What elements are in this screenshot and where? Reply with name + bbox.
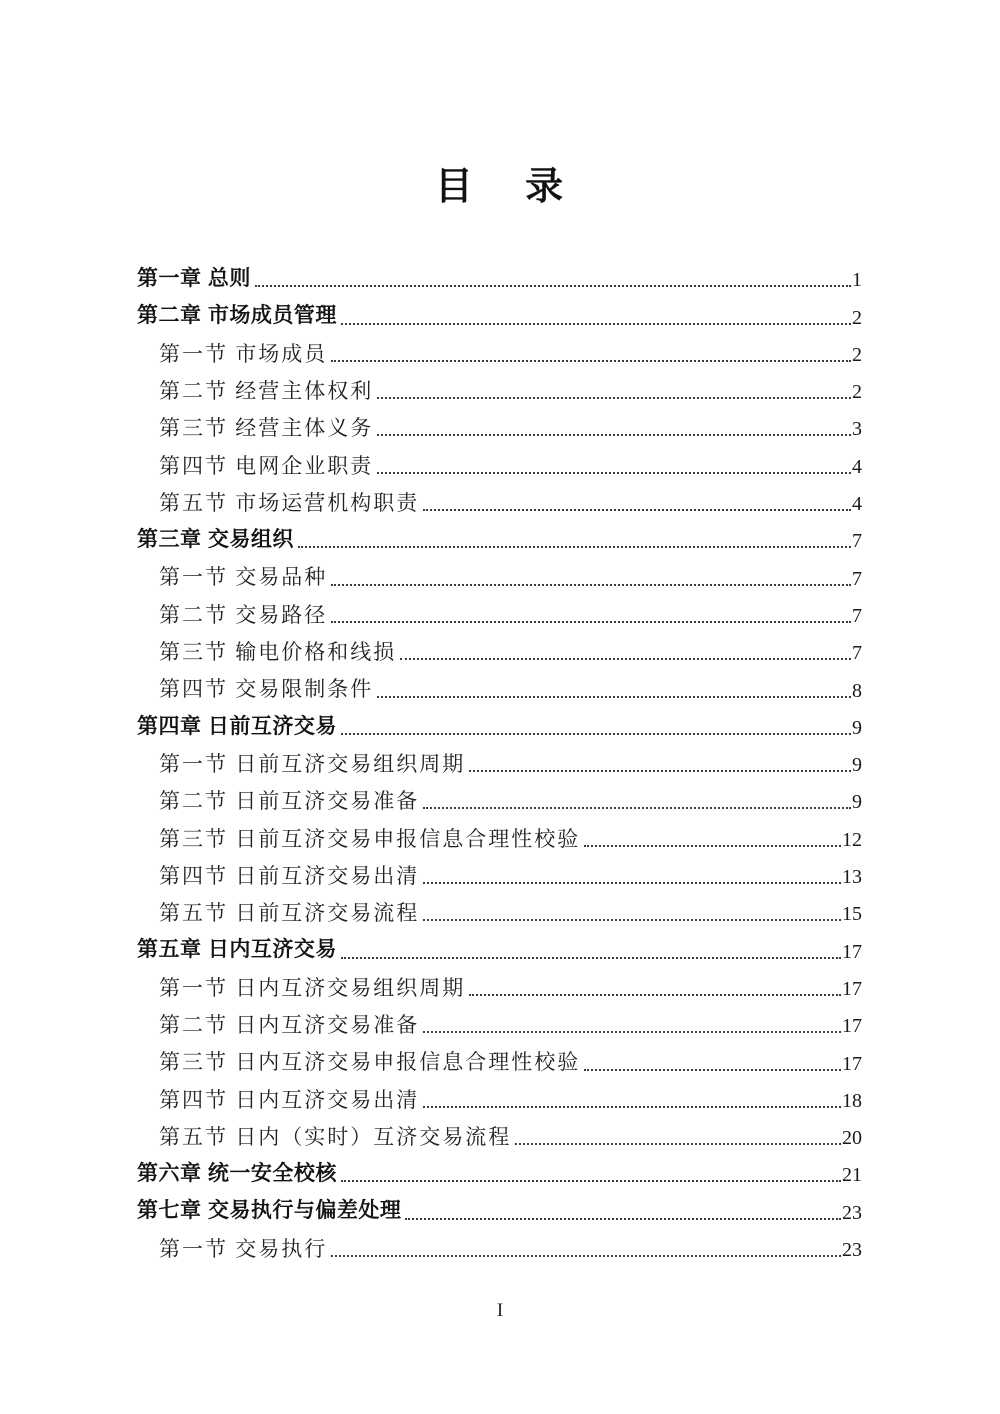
toc-entry-label: 第一节 交易品种 [159,565,328,590]
page-number-footer: I [496,1300,504,1321]
toc-entry-label: 第四章 日前互济交易 [137,714,337,738]
toc-entry-page: 9 [852,754,862,777]
toc-entry-section[interactable] [137,553,862,590]
toc-entry-section[interactable] [137,404,862,441]
toc-entry-label: 第一章 总则 [137,267,251,291]
toc-entry-section[interactable] [137,1113,862,1150]
dot-leader [400,658,851,660]
toc-entry-chapter[interactable] [137,255,862,292]
toc-entry-section[interactable] [137,1225,862,1262]
toc-entry-page: 7 [852,604,862,627]
dot-leader [584,845,841,847]
toc-entry-page: 18 [842,1089,862,1112]
toc-entry-section[interactable] [137,1001,862,1038]
toc-entry-section[interactable] [137,889,862,926]
toc-entry-label: 第五节 日前互济交易流程 [159,901,420,926]
dot-leader [331,360,851,362]
toc-entry-page: 23 [842,1239,862,1262]
dot-leader [584,1069,841,1071]
toc-entry-section[interactable] [137,777,862,814]
dot-leader [377,434,851,436]
toc-entry-label: 第一节 日内互济交易组织周期 [159,975,466,1000]
toc-entry-page: 12 [842,828,862,851]
dot-leader [331,584,851,586]
toc-entry-section[interactable] [137,479,862,516]
dot-leader [341,1180,841,1182]
toc-entry-section[interactable] [137,441,862,478]
dot-leader [405,1218,841,1220]
toc-entry-page: 8 [852,679,862,702]
toc-entry-section[interactable] [137,852,862,889]
toc-entry-page: 2 [852,381,862,404]
toc-entry-label: 第三章 交易组织 [137,528,294,552]
toc-entry-page: 20 [842,1127,862,1150]
toc-entry-label: 第六章 统一安全校核 [137,1162,337,1186]
toc-entry-page: 17 [842,940,862,963]
toc-entry-page: 21 [842,1164,862,1187]
dot-leader [469,994,841,996]
page-title: 目 录 [434,166,566,208]
toc-entry-page: 4 [852,493,862,516]
toc-entry-page: 17 [842,1015,862,1038]
toc-entry-page: 17 [842,1052,862,1075]
dot-leader [469,770,851,772]
dot-leader [423,1106,841,1108]
toc-entry-section[interactable] [137,1076,862,1113]
toc-entry-label: 第五节 市场运营机构职责 [159,490,420,515]
toc-entry-label: 第二章 市场成员管理 [137,304,337,328]
dot-leader [341,323,851,325]
dot-leader [298,546,851,548]
toc-entry-page: 2 [852,306,862,329]
dot-leader [377,696,851,698]
toc-entry-section[interactable] [137,367,862,404]
dot-leader [341,957,841,959]
toc-entry-label: 第三节 日内互济交易申报信息合理性校验 [159,1050,581,1075]
toc-entry-label: 第三节 日前互济交易申报信息合理性校验 [159,826,581,851]
toc-entry-page: 7 [852,530,862,553]
toc-entry-section[interactable] [137,1038,862,1075]
dot-leader [423,509,851,511]
toc-entry-section[interactable] [137,665,862,702]
toc-entry-section[interactable] [137,591,862,628]
toc-entry-section[interactable] [137,814,862,851]
toc-entry-chapter[interactable] [137,1150,862,1187]
toc-entry-page: 7 [852,567,862,590]
toc-entry-label: 第五节 日内（实时）互济交易流程 [159,1124,512,1149]
toc-entry-label: 第四节 电网企业职责 [159,453,374,478]
toc-entry-page: 1 [852,269,862,292]
toc-entry-chapter[interactable] [137,292,862,329]
dot-leader [255,285,851,287]
toc-entry-label: 第一节 交易执行 [159,1236,328,1261]
toc-entry-page: 7 [852,642,862,665]
toc-entry-label: 第七章 交易执行与偏差处理 [137,1199,402,1223]
toc-entry-page: 9 [852,791,862,814]
dot-leader [423,919,841,921]
dot-leader [377,472,851,474]
toc-entry-chapter[interactable] [137,1187,862,1224]
dot-leader [423,1031,841,1033]
toc-entry-page: 17 [842,977,862,1000]
toc-entry-section[interactable] [137,330,862,367]
toc-entry-label: 第二节 经营主体权利 [159,378,374,403]
toc-entry-page: 2 [852,343,862,366]
toc-entry-label: 第三节 输电价格和线损 [159,640,397,665]
toc-entry-page: 13 [842,866,862,889]
toc-entry-section[interactable] [137,964,862,1001]
toc-entry-label: 第四节 日内互济交易出清 [159,1087,420,1112]
dot-leader [331,1255,841,1257]
toc-entry-chapter[interactable] [137,926,862,963]
toc-entry-section[interactable] [137,740,862,777]
dot-leader [515,1143,841,1145]
dot-leader [377,397,851,399]
toc-entry-label: 第二节 交易路径 [159,602,328,627]
toc-entry-label: 第一节 日前互济交易组织周期 [159,751,466,776]
toc-entry-label: 第四节 日前互济交易出清 [159,863,420,888]
toc-entry-label: 第四节 交易限制条件 [159,677,374,702]
toc-entry-label: 第二节 日内互济交易准备 [159,1012,420,1037]
toc-entry-label: 第五章 日内互济交易 [137,938,337,962]
toc-entry-page: 4 [852,455,862,478]
toc-entry-label: 第一节 市场成员 [159,341,328,366]
toc-list [137,255,862,1262]
toc-entry-chapter[interactable] [137,703,862,740]
toc-entry-section[interactable] [137,628,862,665]
dot-leader [423,807,851,809]
toc-entry-label: 第三节 经营主体义务 [159,416,374,441]
toc-entry-chapter[interactable] [137,516,862,553]
toc-entry-page: 3 [852,418,862,441]
toc-entry-page: 15 [842,903,862,926]
dot-leader [423,882,841,884]
dot-leader [341,733,851,735]
toc-entry-page: 23 [842,1201,862,1224]
dot-leader [331,621,851,623]
toc-entry-page: 9 [852,716,862,739]
toc-entry-label: 第二节 日前互济交易准备 [159,789,420,814]
